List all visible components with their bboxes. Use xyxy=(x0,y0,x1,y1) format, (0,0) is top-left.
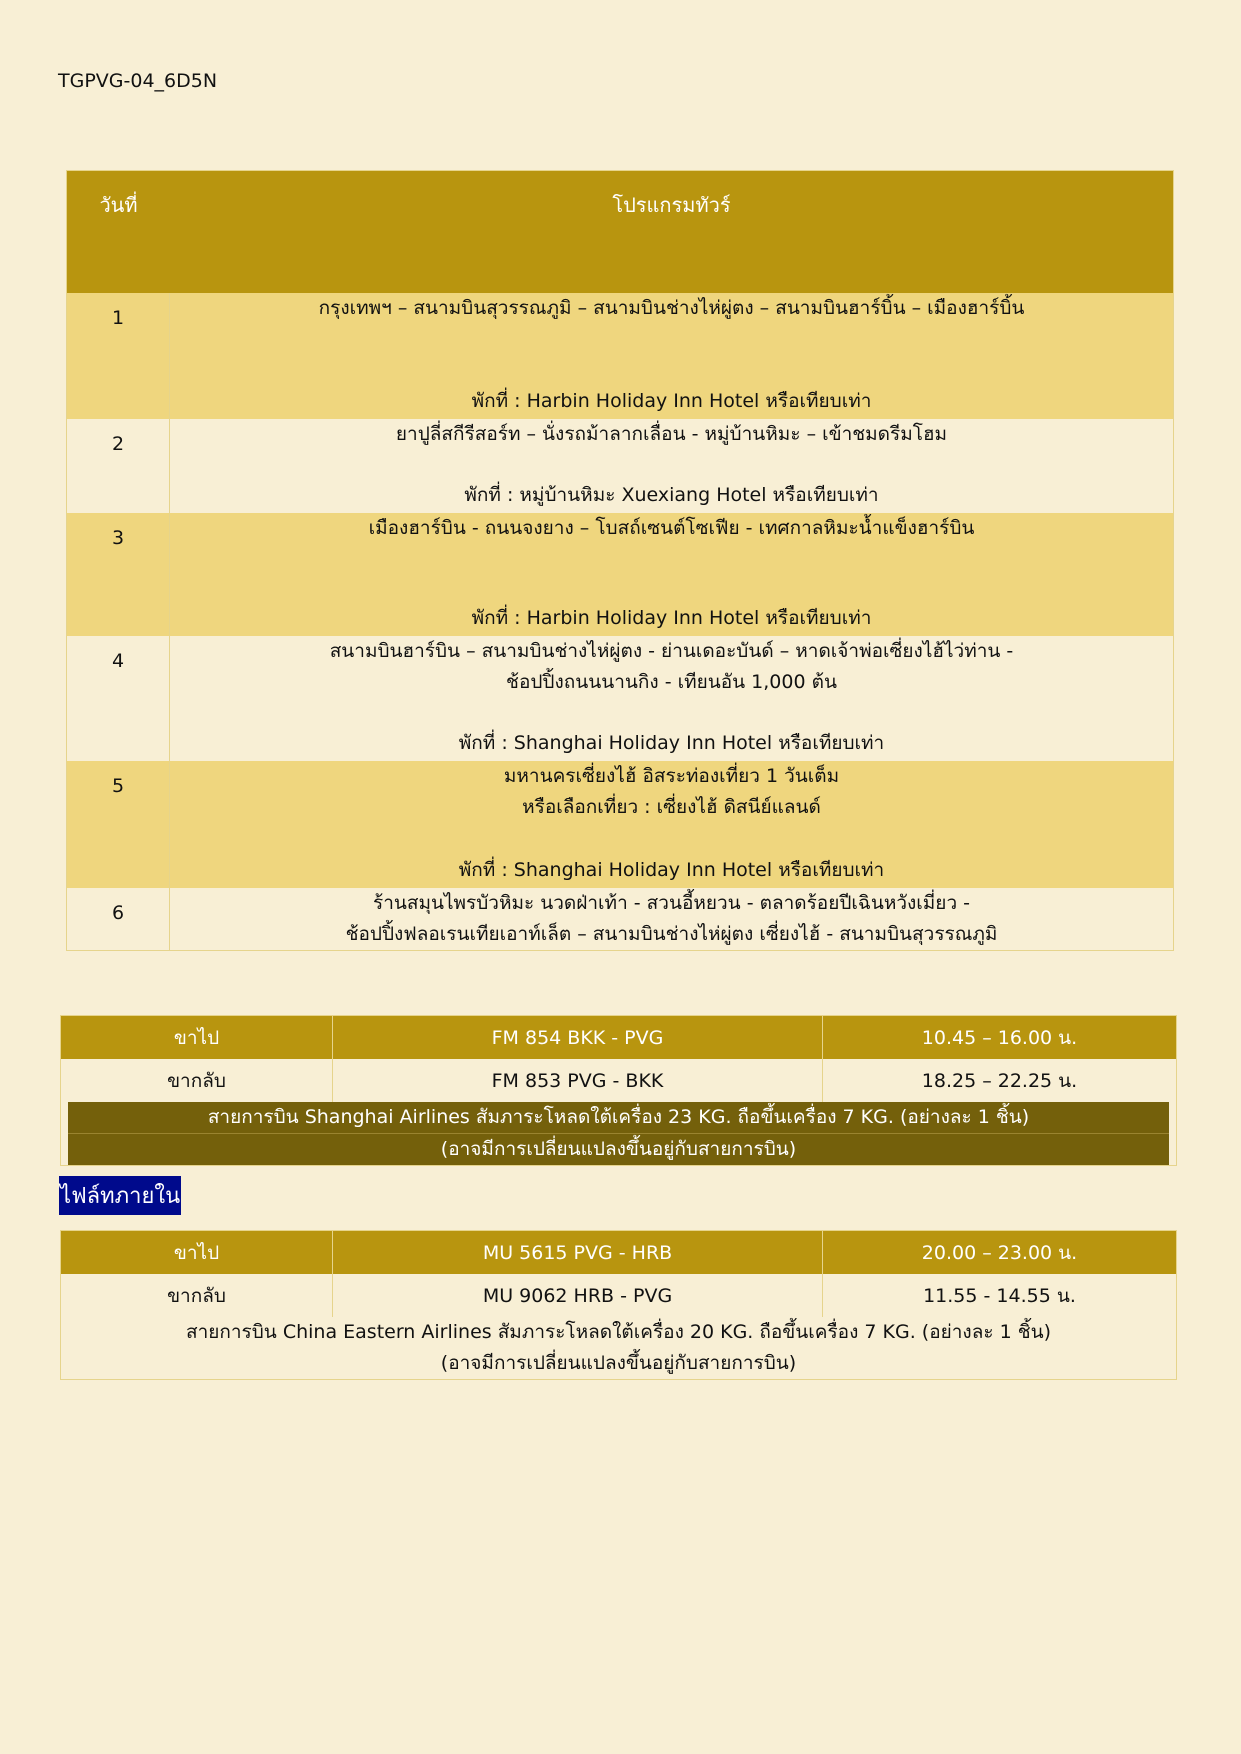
flight-leg: ขาไป xyxy=(61,1016,333,1059)
itinerary-line: ช้อปปิ้งฟลอเรนเทียเอาท์เล็ต – สนามบินช่างไห่ผู่ตง เซี่ยงไฮ้ - สนามบินสุวรรณภูมิ xyxy=(345,923,998,945)
program-row xyxy=(67,636,1173,761)
flight-leg: ขากลับ xyxy=(61,1274,333,1317)
itinerary-line: ช้อปปิ้งถนนนานกิง - เทียนอัน 1,000 ต้น xyxy=(506,671,837,693)
itinerary-line: ร้านสมุนไพรบัวหิมะ นวดฝ่าเท้า - สวนอี้หยวน - ตลาดร้อยปีเฉินหวังเมี่ยว - xyxy=(372,892,971,914)
itinerary-line: กรุงเทพฯ – สนามบินสุวรรณภูมิ – สนามบินช่างไห่ผู่ตง – สนามบินฮาร์บิ้น – เมืองฮาร์บิ้น xyxy=(318,297,1025,319)
flight-row xyxy=(61,1016,1176,1059)
hotel-stay: พักที่ : Shanghai Holiday Inn Hotel หรือเทียบเท่า xyxy=(458,859,885,881)
flight-number: MU 5615 PVG - HRB xyxy=(333,1231,823,1274)
itinerary-line: สนามบินฮาร์บิน – สนามบินช่างไห่ผู่ตง - ย่านเดอะบันด์ – หาดเจ้าพ่อเซี่ยงไฮ้ไว่ท่าน - xyxy=(329,640,1014,662)
flight-number: FM 854 BKK - PVG xyxy=(333,1016,823,1059)
flight-row xyxy=(61,1231,1176,1274)
baggage-note: (อาจมีการเปลี่ยนแปลงขึ้นอยู่กับสายการบิน) xyxy=(68,1134,1169,1165)
program-row xyxy=(67,419,1173,513)
international-flights-table xyxy=(60,1015,1177,1166)
day-number: 3 xyxy=(67,513,170,636)
document-code: TGPVG-04_6D5N xyxy=(58,70,218,92)
program-row xyxy=(67,761,1173,888)
flight-leg: ขากลับ xyxy=(61,1059,333,1102)
header-program: โปรแกรมทัวร์ xyxy=(612,193,731,217)
baggage-note: (อาจมีการเปลี่ยนแปลงขึ้นอยู่กับสายการบิน) xyxy=(440,1352,797,1374)
hotel-stay: พักที่ : หมู่บ้านหิมะ Xuexiang Hotel หรือเทียบเท่า xyxy=(464,484,879,506)
itinerary-line: ยาปูลี่สกีรีสอร์ท – นั่งรถม้าลากเลื่อน - หมู่บ้านหิมะ – เข้าชมดรีมโฮม xyxy=(395,423,948,445)
flight-number: MU 9062 HRB - PVG xyxy=(333,1274,823,1317)
tour-program-table xyxy=(66,170,1174,951)
day-itinerary xyxy=(170,419,1173,513)
day-itinerary xyxy=(170,888,1173,950)
hotel-stay: พักที่ : Harbin Holiday Inn Hotel หรือเทียบเท่า xyxy=(471,607,872,629)
flight-time: 18.25 – 22.25 น. xyxy=(921,1069,1078,1092)
flight-time: 20.00 – 23.00 น. xyxy=(921,1241,1078,1264)
program-row xyxy=(67,293,1173,419)
flight-number: FM 853 PVG - BKK xyxy=(333,1059,823,1102)
flight-time: 10.45 – 16.00 น. xyxy=(921,1026,1078,1049)
hotel-stay: พักที่ : Shanghai Holiday Inn Hotel หรือเทียบเท่า xyxy=(458,732,885,754)
day-number: 6 xyxy=(67,888,170,950)
itinerary-line: หรือเลือกเที่ยว : เซี่ยงไฮ้ ดิสนีย์แลนด์ xyxy=(522,796,821,818)
day-itinerary xyxy=(170,761,1173,888)
header-day: วันที่ xyxy=(99,193,138,217)
flight-row xyxy=(61,1274,1176,1317)
day-itinerary xyxy=(170,636,1173,761)
table-header xyxy=(67,171,1173,293)
itinerary-line: มหานครเซี่ยงไฮ้ อิสระท่องเที่ยว 1 วันเต็ม xyxy=(503,765,840,787)
day-number: 5 xyxy=(67,761,170,888)
hotel-stay: พักที่ : Harbin Holiday Inn Hotel หรือเทียบเท่า xyxy=(471,390,872,412)
day-itinerary xyxy=(170,513,1173,636)
program-row xyxy=(67,513,1173,636)
day-itinerary xyxy=(170,293,1173,419)
flight-time: 11.55 - 14.55 น. xyxy=(923,1284,1076,1307)
baggage-note: สายการบิน Shanghai Airlines สัมภาระโหลดใต้เครื่อง 23 KG. ถือขึ้นเครื่อง 7 KG. (อย่างละ 1 ชิ้น) xyxy=(68,1102,1169,1134)
program-row xyxy=(67,888,1173,950)
day-number: 4 xyxy=(67,636,170,761)
domestic-flights-table xyxy=(60,1230,1177,1380)
flight-row xyxy=(61,1059,1176,1102)
itinerary-line: เมืองฮาร์บิน - ถนนจงยาง – โบสถ์เซนต์โซเฟีย - เทศกาลหิมะน้ำแข็งฮาร์บิน xyxy=(368,517,975,539)
day-number: 1 xyxy=(67,293,170,419)
day-number: 2 xyxy=(67,419,170,513)
flight-leg: ขาไป xyxy=(61,1231,333,1274)
baggage-note: สายการบิน China Eastern Airlines สัมภาระโหลดใต้เครื่อง 20 KG. ถือขึ้นเครื่อง 7 KG. (อย่างละ 1 ชิ้น) xyxy=(185,1321,1052,1343)
domestic-flights-label: ไฟล์ทภายใน xyxy=(59,1176,181,1215)
